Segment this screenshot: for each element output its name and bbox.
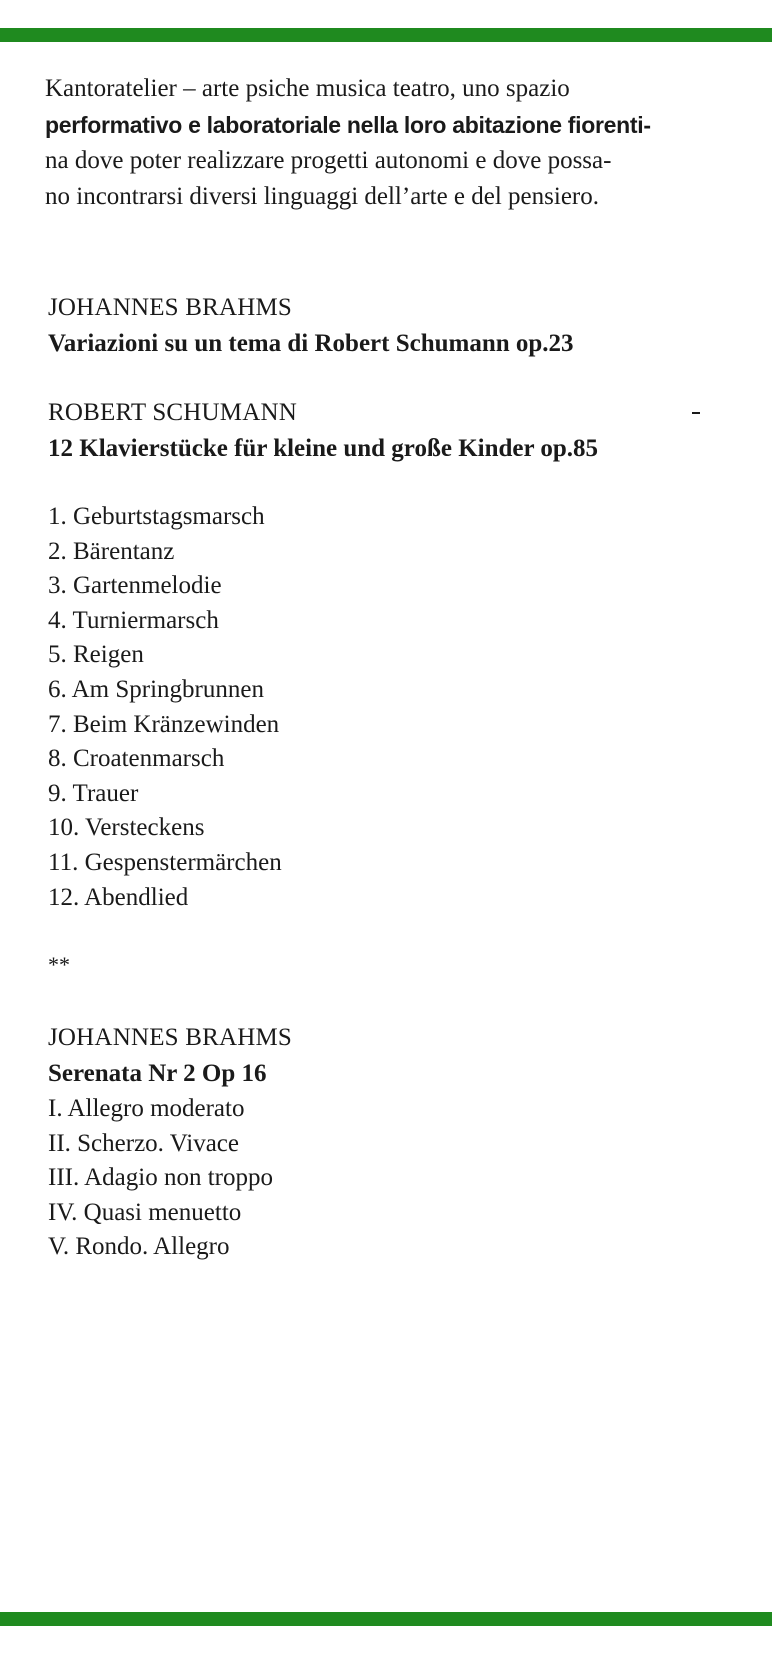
list-item: 11. Gespenstermärchen — [48, 848, 282, 876]
intro-paragraph — [45, 71, 735, 215]
stray-dash-mark — [692, 412, 700, 414]
composer-name: JOHANNES BRAHMS — [48, 1024, 293, 1051]
list-item: II. Scherzo. Vivace — [48, 1129, 240, 1157]
program-item-brahms-serenata — [48, 1020, 748, 1265]
list-item: 9. Trauer — [48, 779, 139, 807]
intro-line-1: Kantoratelier – arte psiche musica teatro, uno spazio — [45, 75, 570, 102]
list-item: V. Rondo. Allegro — [48, 1233, 230, 1261]
list-item: III. Adagio non troppo — [48, 1164, 273, 1192]
program-item-schumann-klavierstuecke — [48, 395, 748, 467]
list-item: 1. Geburtstagsmarsch — [48, 503, 265, 530]
list-item: 8. Croatenmarsch — [48, 745, 225, 773]
work-title: Serenata Nr 2 Op 16 — [48, 1060, 267, 1087]
list-item: 7. Beim Kränzewinden — [48, 710, 280, 738]
list-item: 3. Gartenmelodie — [48, 572, 222, 600]
composer-name: JOHANNES BRAHMS — [48, 294, 293, 321]
list-item: I. Allegro moderato — [48, 1095, 245, 1122]
list-item: IV. Quasi menuetto — [48, 1198, 242, 1226]
intro-line-4: no incontrarsi diversi linguaggi dell’arte e del pensiero. — [45, 183, 599, 210]
list-item: 10. Versteckens — [48, 814, 205, 842]
intro-line-3: na dove poter realizzare progetti autonomi e dove possa- — [45, 147, 612, 174]
list-item: 6. Am Springbrunnen — [48, 675, 264, 703]
work-title: 12 Klavierstücke für kleine und große Kinder op.85 — [48, 435, 599, 462]
composer-name: ROBERT SCHUMANN — [48, 399, 297, 426]
list-item: 12. Abendlied — [48, 883, 189, 911]
intro-line-2: performativo e laboratoriale nella loro abitazione fiorenti- — [45, 112, 651, 138]
work-title: Variazioni su un tema di Robert Schumann op.23 — [48, 330, 574, 357]
movement-list-schumann — [48, 500, 748, 915]
list-item: 5. Reigen — [48, 641, 144, 669]
section-separator: ** — [48, 952, 70, 977]
bottom-green-bar — [0, 1612, 772, 1626]
list-item: 2. Bärentanz — [48, 537, 175, 565]
top-green-bar — [0, 28, 772, 42]
list-item: 4. Turniermarsch — [48, 606, 219, 634]
program-item-brahms-variations — [48, 290, 748, 362]
